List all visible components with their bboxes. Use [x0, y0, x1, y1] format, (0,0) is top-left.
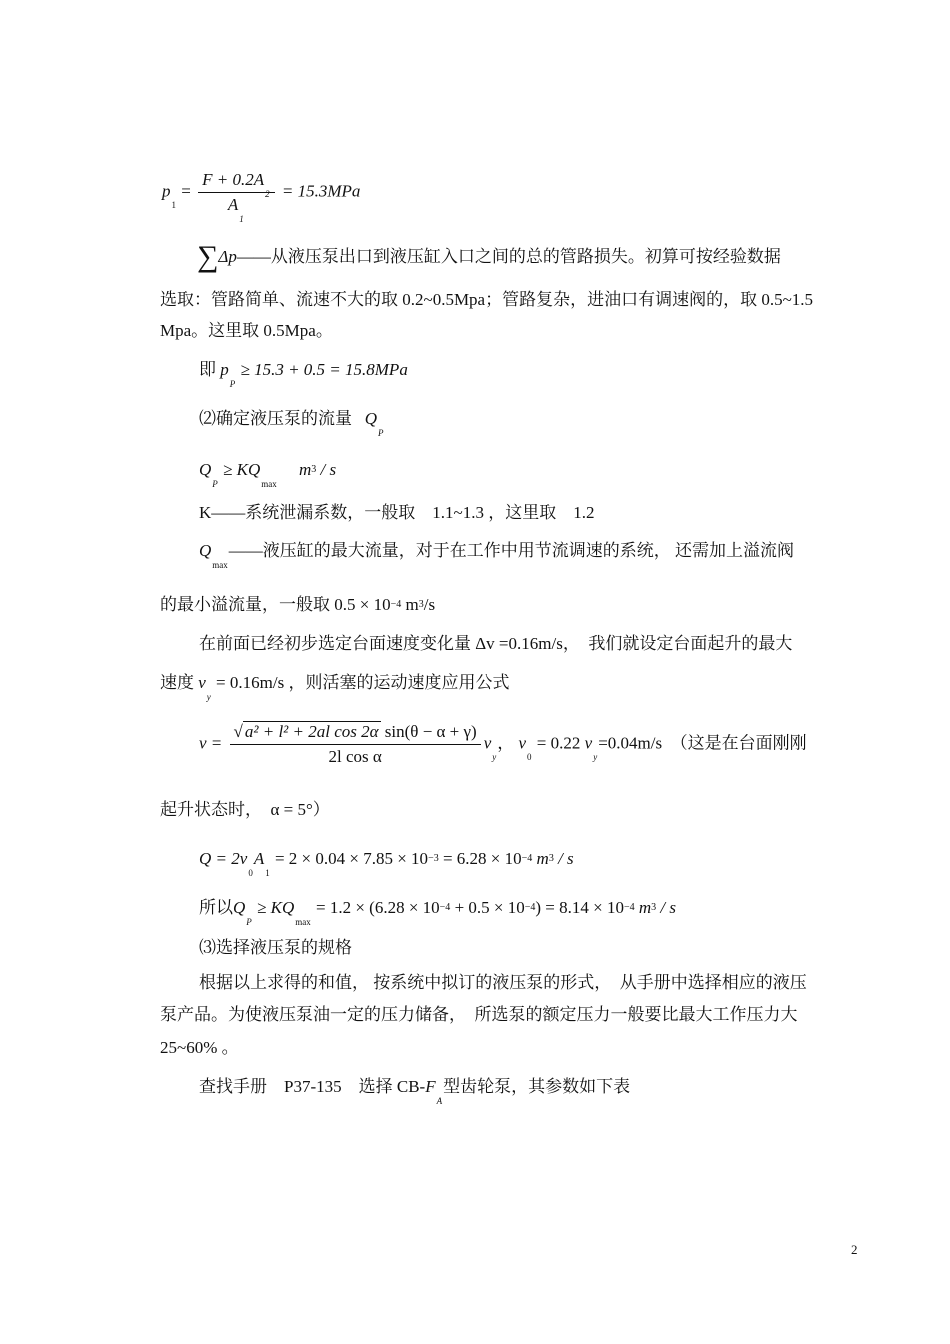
qmax-line-1: [199, 540, 795, 570]
speed-var: v: [198, 673, 206, 692]
spec-line-3: 25~60% 。: [160, 1038, 239, 1057]
formula-p1-denominator: [198, 193, 275, 224]
formula-v0-vy: v: [584, 733, 593, 753]
speed-prefix: 速度: [160, 673, 194, 692]
formula-q-expr3: = 2 × 0.04 × 7.85 × 10: [274, 849, 429, 868]
qp-var: Q: [199, 460, 212, 479]
formula-p1-numerator-text: F + 0.2A: [202, 170, 265, 189]
lookup-tail: 型齿轮泵，其参数如下表: [443, 1077, 631, 1096]
pipe-loss-line-3: Mpa。这里取 0.5Mpa。: [160, 321, 333, 340]
pipe-loss-line-1: [197, 240, 781, 273]
spec-line-1: 根据以上求得的和值， 按系统中拟订的液压泵的形式， 从手册中选择相应的液压: [199, 973, 807, 992]
speed-line-2: [160, 672, 510, 702]
lookup-prefix: 查找手册 P37-135 选择 CB-: [199, 1077, 426, 1096]
formula-v0-vy-sub: y: [593, 752, 598, 763]
spec-line-2: 泵产品。为使液压泵油一定的压力储备， 所选泵的额定压力一般要比最大工作压力大: [160, 1005, 798, 1024]
formula-qp: [199, 897, 676, 927]
formula-p1: [162, 170, 361, 224]
formula-p1-denominator-text: A: [227, 195, 239, 214]
section-3-heading: ⑶选择液压泵的规格: [199, 938, 352, 957]
formula-v-tail-sub: y: [492, 752, 497, 763]
formula-v-sqrt: a² + l² + 2al cos 2α: [244, 722, 379, 741]
qmax-text-1: ——液压缸的最大流量，对于在工作中用节流调速的系统， 还需加上溢流阀: [228, 541, 795, 560]
speed-line-1: 在前面已经初步选定台面速度变化量 Δv =0.16m/s， 我们就设定台面起升的最大: [199, 634, 793, 653]
formula-p1-numerator-sub: 2: [265, 189, 270, 199]
qp-unit-sup: 3: [311, 464, 317, 475]
formula-q-unit-sup: 3: [548, 853, 554, 864]
qp-expr: ≥ KQ: [223, 460, 261, 479]
formula-p1-result: = 15.3MPa: [281, 181, 361, 201]
alpha-close: ）: [312, 800, 330, 819]
formula-p1-eq: =: [181, 181, 191, 201]
formula-q-unit: m: [536, 849, 549, 868]
lookup-var-sub: A: [436, 1096, 443, 1106]
formula-p1-numerator: [198, 170, 275, 199]
formula-qp-exp2: −4: [524, 902, 536, 913]
qmax-exp: −4: [390, 599, 402, 610]
formula-v-note: （这是在台面刚刚: [670, 733, 807, 753]
formula-qp-expr4: ) = 8.14 × 10: [535, 898, 624, 917]
qmax-unit-sup: 3: [418, 599, 424, 610]
formula-v-denominator: 2l cos α: [328, 747, 382, 766]
qmax-var: Q: [199, 541, 212, 560]
alpha-expr: α = 5°: [270, 800, 313, 819]
k-coefficient-line: K——系统泄漏系数，一般取 1.1~1.3 ，这里取 1.2: [199, 503, 595, 522]
formula-v-numerator: √ a² + l² + 2al cos 2α sin(θ − α + γ): [230, 722, 481, 745]
formula-qp-expr1-sub: max: [295, 917, 311, 927]
formula-v0-sub: 0: [527, 752, 532, 763]
formula-v0-result: =0.04m/s: [598, 733, 663, 753]
formula-qp-exp1: −4: [439, 902, 451, 913]
qmax-value: 0.5 × 10: [334, 595, 391, 614]
qp-unit-tail: / s: [320, 460, 337, 479]
alpha-line: [160, 799, 330, 821]
formula-v-fraction: [230, 722, 481, 767]
pipe-loss-line-2: 选取：管路简单、流速不大的取 0.2~0.5Mpa；管路复杂，进油口有调速阀的，取 0.5~1.5: [160, 290, 814, 309]
qp-formula-line: [199, 459, 337, 489]
formula-v0-var: v: [518, 733, 527, 753]
speed-var-sub: y: [206, 692, 211, 702]
qp-var-sub: P: [212, 479, 218, 489]
formula-qp-var: Q: [233, 898, 246, 917]
formula-qp-unit-sup: 3: [651, 902, 657, 913]
qp-expr-sub: max: [261, 479, 277, 489]
page-number: 2: [851, 1242, 858, 1257]
section-2-title: ⑵确定液压泵的流量: [199, 409, 352, 428]
pp-prefix: 即: [199, 360, 216, 379]
formula-q-lhs: Q: [199, 849, 212, 868]
pp-var-sub: P: [229, 379, 236, 389]
formula-v-lhs: v =: [199, 733, 223, 753]
formula-qp-unit: m: [638, 898, 652, 917]
formula-qp-expr2: = 1.2 × (6.28 × 10: [315, 898, 440, 917]
formula-p1-lhs: p: [162, 181, 171, 201]
formula-q: [199, 848, 574, 878]
formula-q-expr4: = 6.28 × 10: [442, 849, 522, 868]
formula-p1-fraction: [198, 170, 275, 224]
alpha-text: 起升状态时，: [160, 800, 262, 819]
formula-q-expr2: A: [253, 849, 265, 868]
pipe-loss-symbol: Δp: [218, 247, 237, 266]
lookup-var: F: [425, 1077, 436, 1096]
formula-q-unit-tail: / s: [558, 849, 574, 868]
speed-tail: = 0.16m/s ，则活塞的运动速度应用公式: [216, 673, 510, 692]
formula-qp-prefix: 所以: [199, 898, 233, 917]
formula-q-exp2: −4: [521, 853, 533, 864]
formula-v-tail-var: v: [483, 733, 492, 753]
pp-var: p: [220, 360, 229, 379]
qmax-unit-tail: /s: [423, 595, 436, 614]
section-2-var-sub: P: [378, 428, 384, 438]
formula-v0-expr: = 0.22: [536, 733, 581, 753]
formula-qp-exp3: −4: [623, 902, 635, 913]
section-2-heading: [199, 408, 385, 438]
qmax-line-2: [160, 594, 435, 619]
formula-qp-unit-tail: / s: [660, 898, 676, 917]
formula-p1-lhs-sub: 1: [171, 200, 176, 211]
formula-q-expr1: = 2v: [215, 849, 248, 868]
sigma-symbol: ∑: [197, 240, 219, 273]
pp-expr: ≥ 15.3 + 0.5 = 15.8MPa: [240, 360, 408, 379]
formula-qp-var-sub: P: [246, 917, 252, 927]
pp-formula-line: [199, 359, 408, 389]
qmax-unit: m: [401, 595, 419, 614]
formula-v-num-tail: sin(θ − α + γ): [384, 722, 477, 741]
qp-unit: m: [298, 460, 312, 479]
formula-v-comma: ，: [497, 733, 515, 753]
section-2-var: Q: [364, 409, 378, 428]
qmax-var-sub: max: [212, 560, 228, 570]
formula-qp-expr1: ≥ KQ: [257, 898, 295, 917]
formula-q-expr2-sub: 1: [265, 868, 270, 878]
pipe-loss-text-1: ——从液压泵出口到液压缸入口之间的总的管路损失。初算可按经验数据: [236, 247, 781, 266]
formula-v: [199, 722, 807, 767]
formula-p1-denominator-sub: 1: [239, 214, 244, 224]
lookup-line: [199, 1076, 631, 1106]
formula-qp-expr3: + 0.5 × 10: [454, 898, 525, 917]
formula-q-expr1-sub: 0: [248, 868, 253, 878]
formula-q-exp1: −3: [428, 853, 439, 864]
qmax-text-2: 的最小溢流量，一般取: [160, 595, 330, 614]
